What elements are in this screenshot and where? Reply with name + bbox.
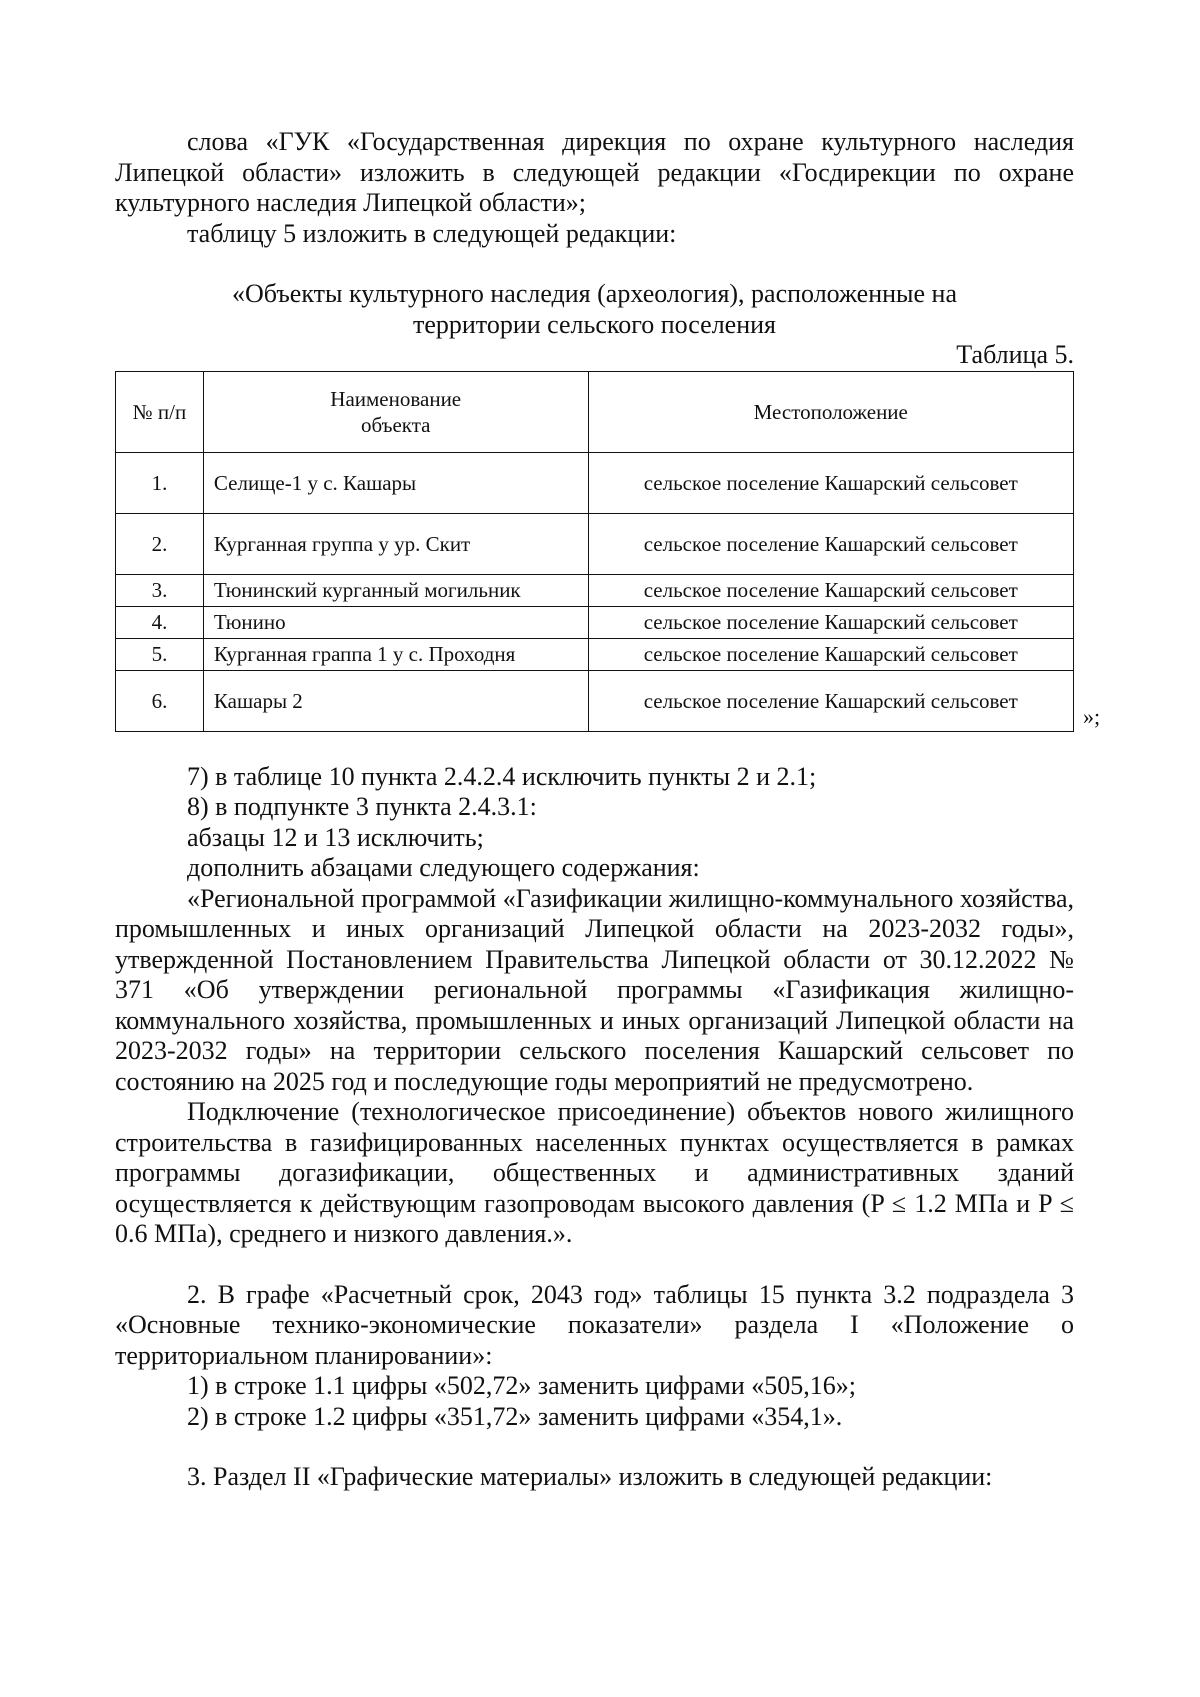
row-location: сельское поселение Кашарский сельсовет	[588, 670, 1073, 731]
table-title-line-2: территории сельского поселения	[412, 309, 777, 339]
table-row	[116, 606, 1074, 638]
section-3-paragraph: 3. Раздел II «Графические материалы» изложить в следующей редакции:	[187, 1462, 993, 1491]
row-name: Кашары 2	[203, 670, 588, 731]
table-row	[116, 670, 1074, 731]
table-closing-quote: »;	[1083, 703, 1101, 729]
row-num: 3.	[116, 574, 204, 606]
row-num: 5.	[116, 638, 204, 670]
row-name: Селище-1 у с. Кашары	[203, 452, 588, 513]
table-row	[116, 452, 1074, 513]
header-name	[203, 371, 588, 452]
quote-paragraph-1: «Региональной программой «Газификации жилищно-коммунального хозяйства, промышленных и иных организаций Липецкой области на 2023-2032 годы», утвержденной Постановлением Правительства Липецкой области от 30.12.2022 № 371 «Об утверждении региональной программы «Газификация жилищно-коммунального хозяйства, промышленных и иных организаций Липецкой области на 2023-2032 годы» на территории сельского поселения Кашарский сельсовет по состоянию на 2025 год и последующие годы мероприятий не предусмотрено.	[115, 883, 1074, 1096]
intro-paragraph-1: слова «ГУК «Государственная дирекция по охране культурного наследия Липецкой области» изложить в следующей редакции «Госдирекции по охране культурного наследия Липецкой области»;	[115, 127, 1074, 217]
row-num: 2.	[116, 513, 204, 574]
row-location: сельское поселение Кашарский сельсовет	[588, 452, 1073, 513]
row-location: сельское поселение Кашарский сельсовет	[588, 513, 1073, 574]
row-name: Курганная граппа 1 у с. Проходня	[203, 638, 588, 670]
document-page	[115, 127, 1101, 1493]
row-name: Тюнино	[203, 606, 588, 638]
abzatsy-add: дополнить абзацами следующего содержания:	[187, 853, 700, 882]
row-num: 4.	[116, 606, 204, 638]
header-name-text: Наименование объекта	[330, 386, 462, 437]
heritage-table-wrapper	[115, 371, 1101, 732]
item-7: 7) в таблице 10 пункта 2.4.2.4 исключить пункты 2 и 2.1;	[187, 761, 817, 791]
section-2-line-1: 1) в строке 1.1 цифры «502,72» заменить цифрами «505,16»;	[187, 1371, 856, 1400]
intro-paragraph-2: таблицу 5 изложить в следующей редакции:	[187, 218, 677, 248]
row-location: сельское поселение Кашарский сельсовет	[588, 606, 1073, 638]
heritage-table	[115, 371, 1074, 732]
table-label: Таблица 5.	[956, 340, 1074, 369]
header-location: Местоположение	[588, 371, 1073, 452]
table-header-row	[116, 371, 1074, 452]
quote-paragraph-2: Подключение (технологическое присоединение) объектов нового жилищного строительства в газифицированных населенных пунктах осуществляется в рамках программы догазификации, общественных и административных зданий осуществляется к действующим газопроводам высокого давления (P ≤ 1.2 МПа и P ≤ 0.6 МПа), среднего и низкого давления.».	[115, 1097, 1074, 1248]
row-num: 1.	[116, 452, 204, 513]
row-location: сельское поселение Кашарский сельсовет	[588, 638, 1073, 670]
section-2-line-2: 2) в строке 1.2 цифры «351,72» заменить цифрами «354,1».	[187, 1401, 843, 1431]
row-name: Тюнинский курганный могильник	[203, 574, 588, 606]
table-row	[116, 513, 1074, 574]
row-num: 6.	[116, 670, 204, 731]
item-8: 8) в подпункте 3 пункта 2.4.3.1:	[187, 792, 537, 821]
header-num: № п/п	[116, 371, 204, 452]
table-row	[116, 638, 1074, 670]
table-row	[116, 574, 1074, 606]
row-location: сельское поселение Кашарский сельсовет	[588, 574, 1073, 606]
row-name: Курганная группа у ур. Скит	[203, 513, 588, 574]
abzatsy-remove: абзацы 12 и 13 исключить;	[187, 822, 484, 852]
section-2-paragraph: 2. В графе «Расчетный срок, 2043 год» таблицы 15 пункта 3.2 подраздела 3 «Основные технико-экономические показатели» раздела I «Положение о территориальном планировании»:	[115, 1279, 1074, 1370]
table-title-line-1: «Объекты культурного наследия (археология), расположенные на	[232, 279, 957, 308]
